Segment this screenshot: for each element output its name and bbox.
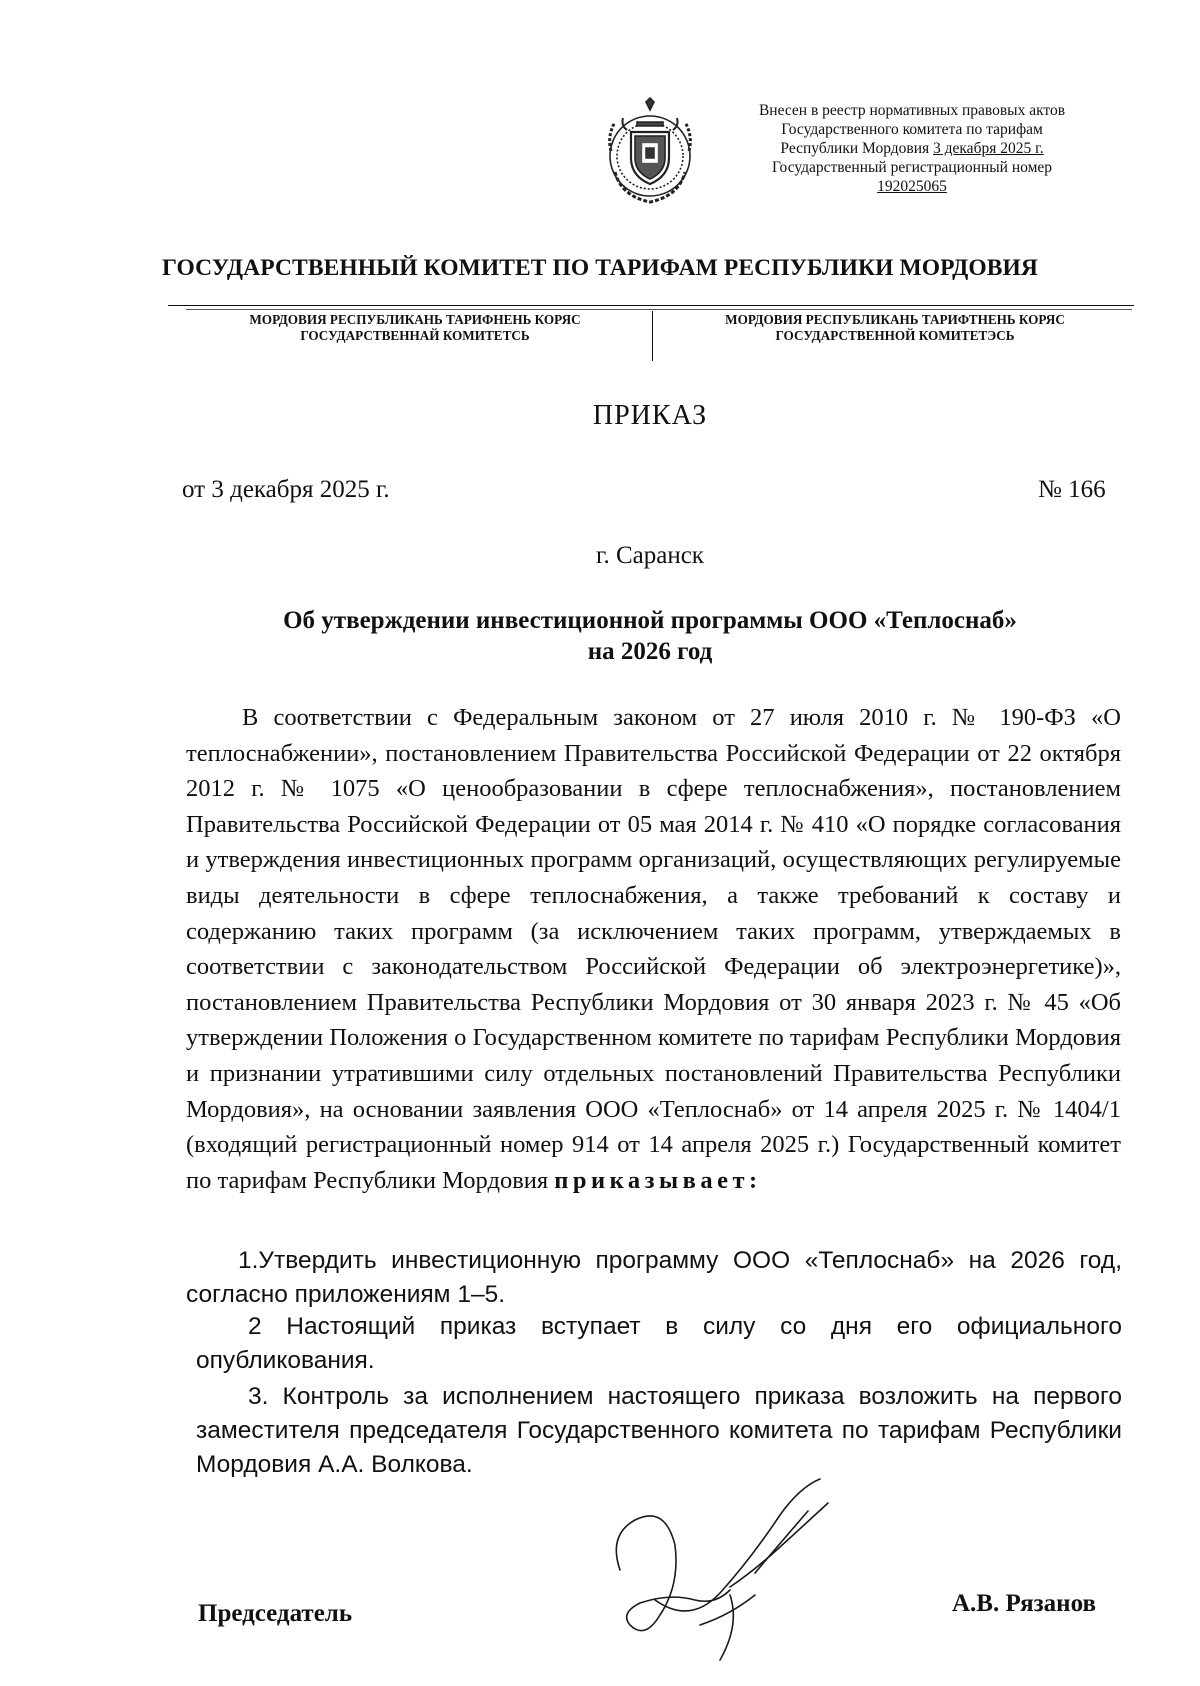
order-item-2: 2 Настоящий приказ вступает в силу со дня его официального опубликования. [196, 1313, 1122, 1374]
registry-line-2: Государственного комитета по тарифам [781, 121, 1043, 138]
moksha-line-2: ГОСУДАРСТВЕННАЙ КОМИТЕТСЬ [300, 328, 530, 343]
registry-note [722, 101, 1102, 196]
moksha-line-1: МОРДОВИЯ РЕСПУБЛИКАНЬ ТАРИФНЕНЬ КОРЯС [249, 312, 581, 327]
coat-of-arms-emblem-icon [601, 96, 699, 208]
order-date: от 3 декабря 2025 г. [182, 476, 390, 503]
committee-name-erzya [665, 312, 1125, 344]
registry-number: 192025065 [877, 178, 947, 195]
order-item-3: 3. Контроль за исполнением настоящего приказа возложить на первого заместителя председателя Государственного комитета по тарифам Республики Мордовия А.А. Волкова. [196, 1383, 1122, 1478]
signatory-name: А.В. Рязанов [952, 1590, 1096, 1617]
registry-line-3-prefix: Республики Мордовия [780, 140, 930, 157]
subject-line-2: на 2026 год [587, 638, 713, 665]
preamble-text: В соответствии с Федеральным законом от 27 июля 2010 г. № 190-ФЗ «О теплоснабжении», постановлением Правительства Российской Федерации от 22 октября 2012 г. № 1075 «О ценообразовании в сфере теплоснабжения», постановлением Правительства Российской Федерации от 05 мая 2014 г. № 410 «О порядке согласования и утверждения инвестиционных программ организаций, осуществляющих регулируемые виды деятельности в сфере теплоснабжения, а также требований к составу и содержанию таких программ (за исключением таких программ, утверждаемых в соответствии с законодательством Российской Федерации об электроэнергетике)», постановлением Правительства Республики Мордовия от 30 января 2023 г. № 45 «Об утверждении Положения о Государственном комитете по тарифам Республики Мордовия и признании утратившими силу отдельных постановлений Правительства Республики Мордовия», на основании заявления ООО «Теплоснаб» от 14 апреля 2025 г. № 1404/1 (входящий регистрационный номер 914 от 14 апреля 2025 г.) Государственный комитет по тарифам Республики Мордовия [186, 704, 1121, 1194]
header-rule [168, 305, 1134, 306]
registry-date: 3 декабря 2025 г. [933, 140, 1044, 157]
signatory-position: Председатель [198, 1600, 353, 1627]
registry-line-3 [722, 139, 1102, 158]
order-title: ПРИКАЗ [592, 400, 708, 431]
decree-word: приказывает: [554, 1166, 762, 1194]
committee-name-moksha [190, 312, 640, 344]
handwritten-signature [580, 1475, 850, 1680]
erzya-line-2: ГОСУДАРСТВЕННОЙ КОМИТЕТЭСЬ [775, 328, 1015, 343]
erzya-line-1: МОРДОВИЯ РЕСПУБЛИКАНЬ ТАРИФТНЕНЬ КОРЯС [725, 312, 1065, 327]
committee-title: ГОСУДАРСТВЕННЫЙ КОМИТЕТ ПО ТАРИФАМ РЕСПУБЛИКИ МОРДОВИЯ [162, 255, 1038, 281]
header-rule-thin [186, 309, 1132, 310]
registry-line-4: Государственный регистрационный номер [771, 159, 1053, 176]
order-preamble [186, 700, 1121, 1198]
order-subject [150, 605, 1150, 667]
subject-line-1: Об утверждении инвестиционной программы ООО «Теплоснаб» [283, 607, 1017, 634]
registry-line-1: Внесен в реестр нормативных правовых актов [758, 102, 1066, 119]
header-divider [652, 311, 653, 361]
order-number: № 166 [1038, 476, 1106, 503]
order-city: г. Саранск [596, 542, 704, 569]
order-item-1: 1.Утвердить инвестиционную программу ООО «Теплоснаб» на 2026 год, согласно приложениям 1–5. [186, 1247, 1122, 1308]
